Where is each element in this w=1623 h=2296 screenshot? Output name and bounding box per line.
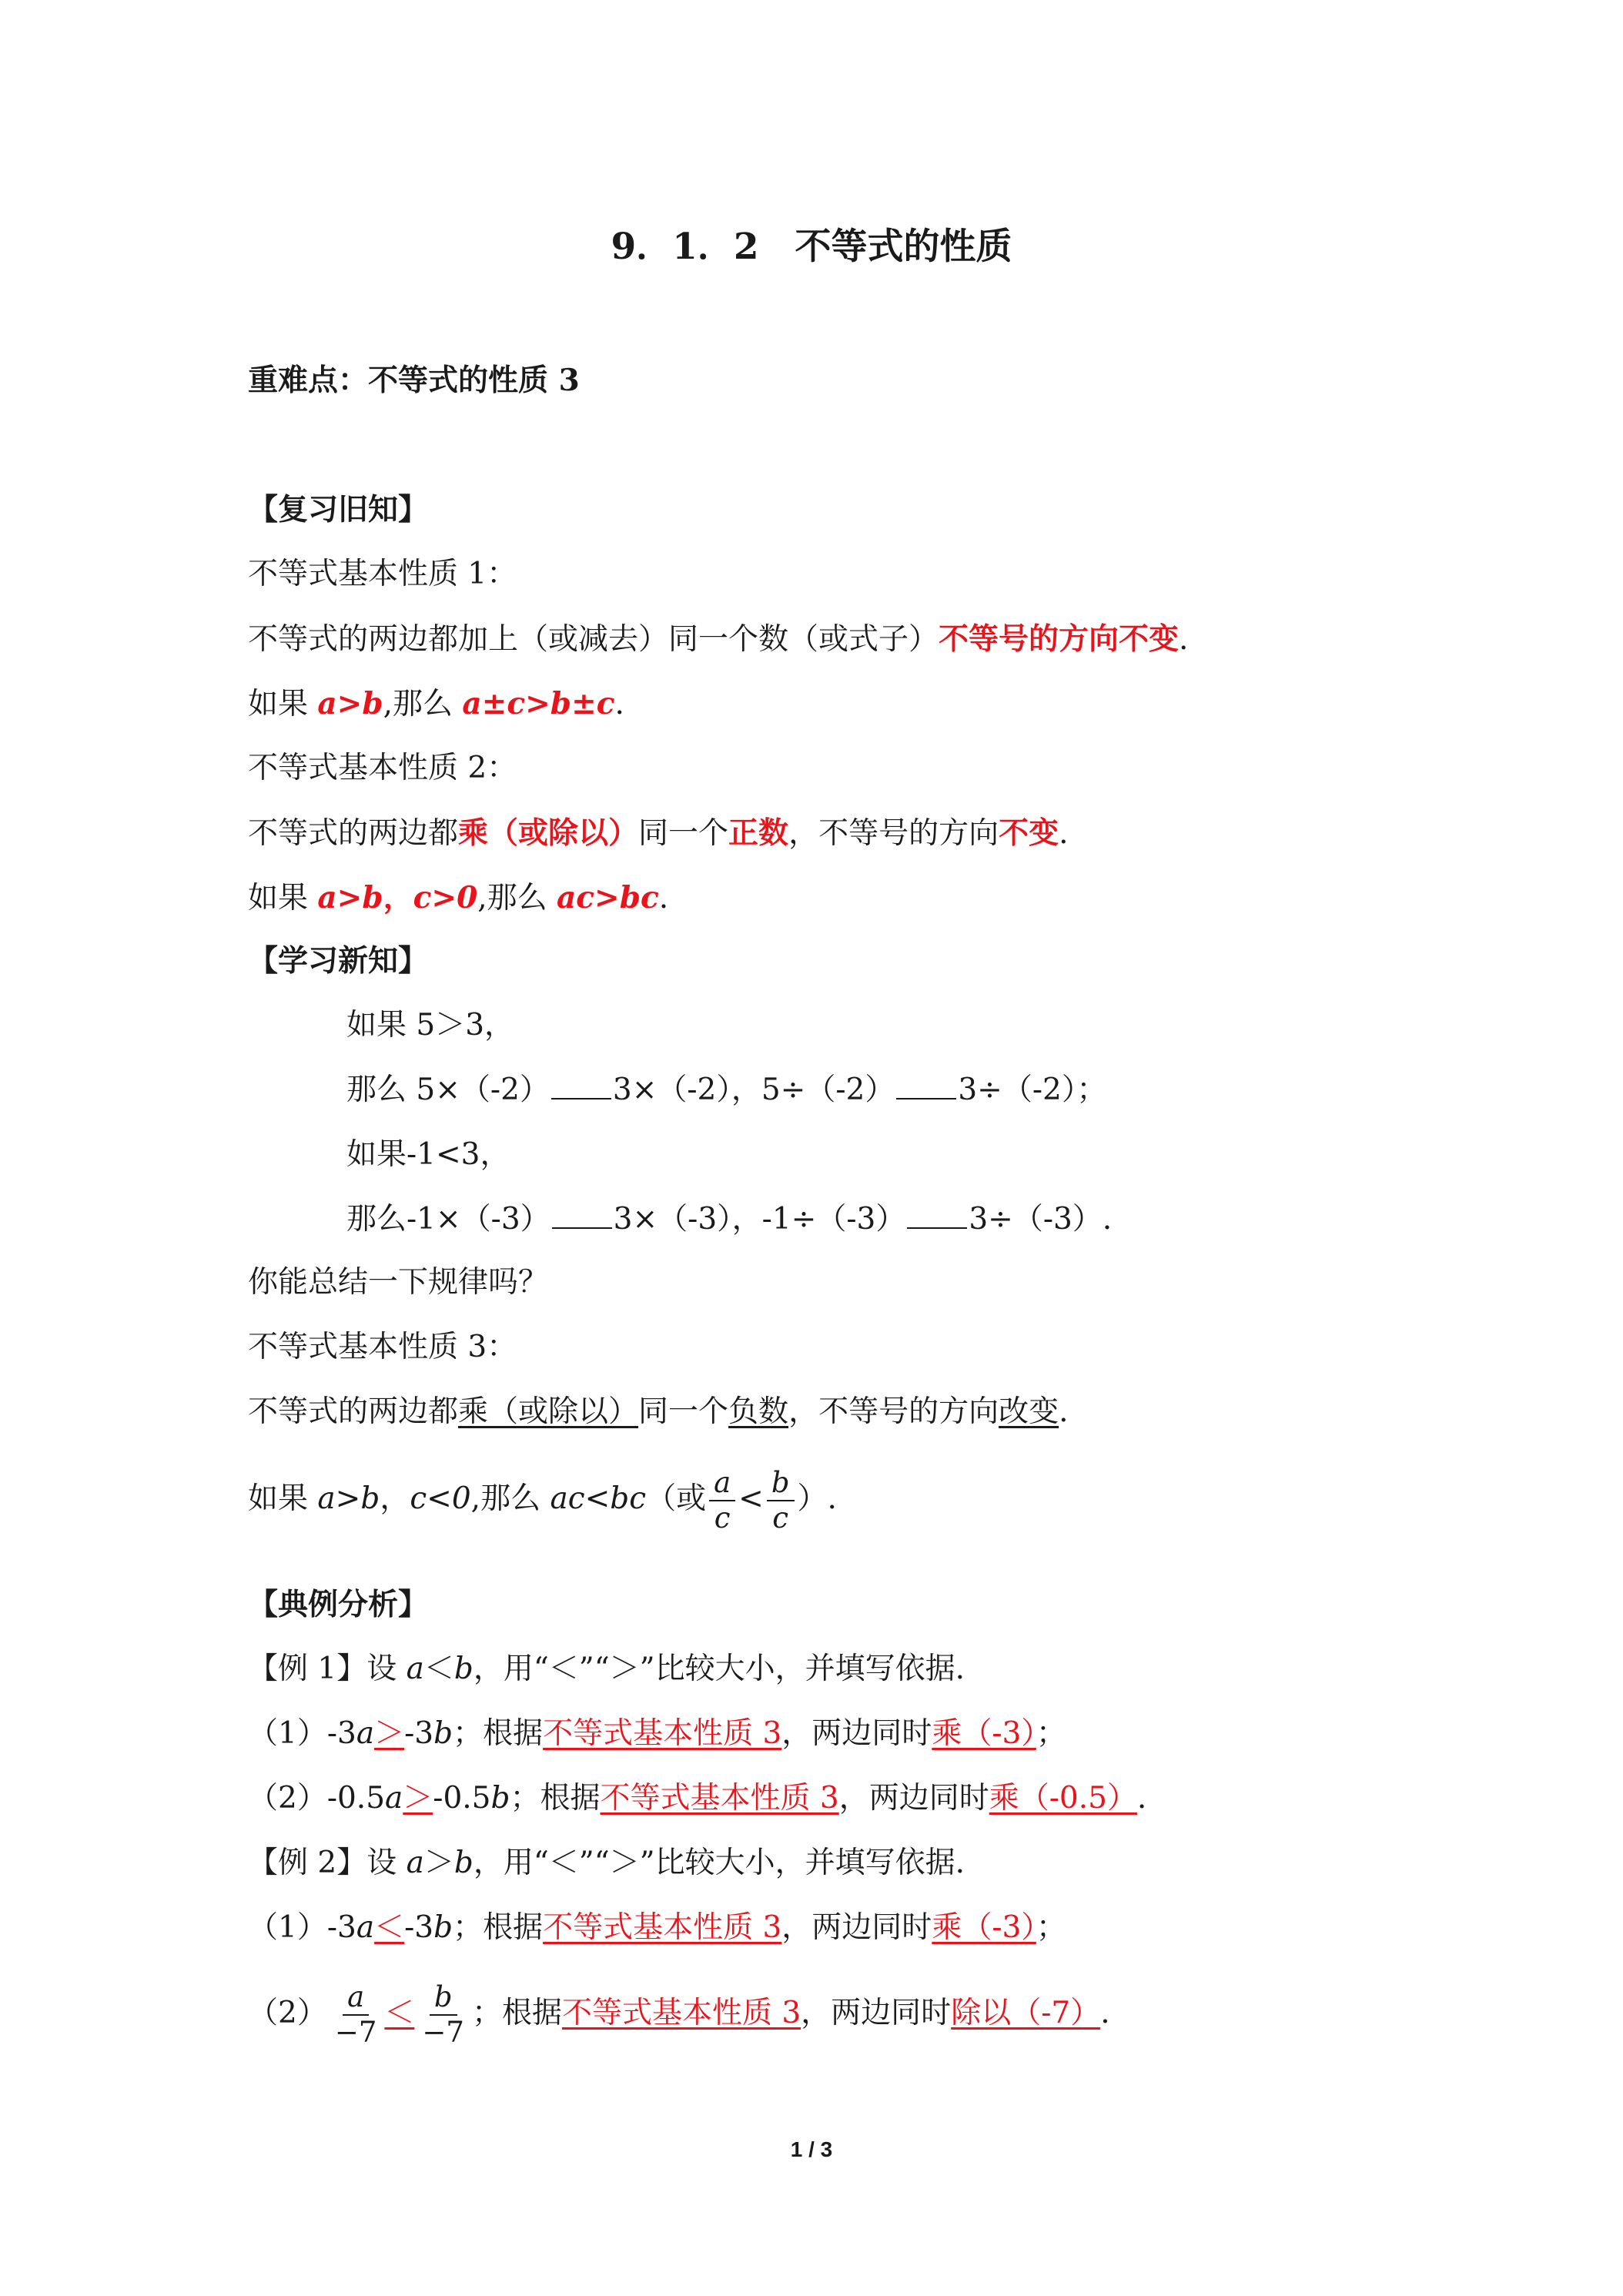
text: . — [614, 687, 624, 721]
text: （2） — [248, 1996, 327, 2030]
text: （2）-0.5 — [248, 1781, 386, 1816]
var: b — [490, 1781, 510, 1816]
answer: 不等式基本性质 3 — [543, 1910, 782, 1945]
text: 不等式的两边都 — [248, 816, 459, 851]
example-2-prompt — [248, 1843, 965, 1883]
text: （或 — [646, 1481, 707, 1516]
text: ＞ — [423, 1846, 454, 1880]
text: ； — [1036, 1910, 1066, 1945]
property-2-title: 不等式基本性质 2： — [248, 751, 517, 785]
fill-blank[interactable] — [552, 1200, 612, 1229]
text: ，两边同时 — [781, 1716, 932, 1751]
var: b — [433, 1716, 453, 1751]
text: ,那么 — [470, 1481, 550, 1516]
example-1-prompt — [248, 1649, 965, 1689]
text: 同一个 — [638, 816, 729, 851]
var: b — [433, 1910, 453, 1945]
fill-blank[interactable] — [907, 1200, 967, 1229]
text: . — [1100, 1996, 1110, 2030]
text: 3×（-2），5÷（-2） — [612, 1073, 895, 1107]
text: ， — [383, 880, 413, 915]
text: . — [658, 881, 669, 915]
exercise-line — [346, 1200, 1112, 1240]
text: ；根据 — [510, 1781, 601, 1816]
less-than: < — [738, 1481, 764, 1516]
highlight: 正数 — [728, 815, 789, 851]
answer: 除以（-7） — [951, 1996, 1101, 2030]
example-1-q1 — [248, 1714, 1066, 1754]
denominator: −7 — [334, 2016, 377, 2049]
text: 不等式的两边都 — [248, 1394, 459, 1429]
formula: a>b — [317, 686, 383, 721]
fraction — [330, 1982, 382, 2048]
var: b — [453, 1846, 474, 1880]
var: a — [356, 1716, 375, 1751]
answer: 不等式基本性质 3 — [561, 1996, 801, 2030]
answer: 不等式基本性质 3 — [600, 1781, 839, 1816]
formula: c<0 — [410, 1481, 471, 1516]
formula: a±c>b±c — [462, 686, 615, 721]
example-2-q1 — [248, 1908, 1066, 1948]
exercise-line: 如果 5＞3， — [346, 1008, 515, 1043]
property-3-text — [248, 1392, 1069, 1432]
answer: 乘（-3） — [932, 1716, 1036, 1751]
text: ，不等号的方向 — [788, 1394, 999, 1429]
fill-blank[interactable] — [896, 1070, 956, 1099]
answer: 乘（-3） — [932, 1910, 1036, 1945]
denominator: c — [772, 1501, 789, 1535]
text: 如果 — [248, 687, 318, 721]
text: ,那么 — [383, 687, 463, 721]
highlight: 乘（或除以） — [458, 815, 639, 851]
fraction — [709, 1468, 735, 1534]
highlight: 不变 — [999, 815, 1059, 851]
answer: 乘（-0.5） — [989, 1781, 1137, 1816]
text: 如果 — [248, 1481, 318, 1516]
numerator: a — [343, 1982, 369, 2016]
text: -0.5 — [433, 1781, 491, 1816]
text: ＜ — [423, 1652, 454, 1686]
page-title: 9．1．2 不等式的性质 — [611, 226, 1012, 268]
text: ,那么 — [477, 881, 557, 915]
text: 那么 5×（-2） — [346, 1073, 550, 1107]
section-heading-examples: 【典例分析】 — [248, 1587, 429, 1622]
formula: a>b — [317, 1481, 380, 1516]
property-3-title: 不等式基本性质 3： — [248, 1330, 517, 1364]
denominator: −7 — [422, 2016, 464, 2049]
property-2-example — [248, 878, 668, 919]
question: 你能总结一下规律吗？ — [248, 1265, 549, 1300]
denominator: c — [714, 1501, 731, 1535]
example-1-q2 — [248, 1779, 1146, 1819]
key-point: 重难点：不等式的性质 3 — [248, 363, 580, 398]
section-heading-new: 【学习新知】 — [248, 943, 429, 979]
example-2-q2 — [248, 1979, 1110, 2048]
text: 【例 2】设 — [248, 1846, 407, 1880]
text: ；根据 — [453, 1716, 544, 1751]
page-number: 1 / 3 — [790, 2137, 833, 2161]
property-2-text — [248, 813, 1069, 854]
text: ，两边同时 — [781, 1910, 932, 1945]
text: ，两边同时 — [801, 1996, 952, 2030]
var: a — [356, 1910, 375, 1945]
text: 【例 1】设 — [248, 1652, 407, 1686]
text: ；根据 — [453, 1910, 544, 1945]
formula: ac>bc — [557, 880, 659, 915]
underlined-answer: 乘（或除以） — [458, 1394, 639, 1429]
numerator: a — [709, 1468, 735, 1501]
exercise-line — [346, 1070, 1106, 1110]
text: 3÷（-3）. — [969, 1202, 1113, 1237]
answer: ＞ — [374, 1716, 405, 1751]
var: a — [385, 1781, 403, 1816]
text: ，用“＜”“＞”比较大小，并填写依据. — [473, 1652, 965, 1686]
text: ，用“＜”“＞”比较大小，并填写依据. — [473, 1846, 965, 1880]
answer: 不等式基本性质 3 — [543, 1716, 782, 1751]
text: 3×（-3），-1÷（-3） — [613, 1202, 906, 1237]
text: -3 — [404, 1910, 434, 1945]
var: b — [453, 1652, 474, 1686]
property-3-example — [248, 1464, 837, 1534]
fill-blank[interactable] — [551, 1070, 611, 1099]
highlight: 不等号的方向不变 — [939, 621, 1180, 657]
property-1-text — [248, 619, 1188, 660]
formula: c>0 — [413, 880, 478, 915]
property-1-example — [248, 684, 624, 725]
text: ）. — [797, 1481, 837, 1516]
text: （1）-3 — [248, 1716, 356, 1751]
text: ； — [1036, 1716, 1066, 1751]
answer: ＜ — [384, 1996, 415, 2030]
property-1-title: 不等式基本性质 1： — [248, 557, 517, 591]
text: -3 — [404, 1716, 434, 1751]
text: ， — [380, 1481, 410, 1516]
underlined-answer: 负数 — [728, 1394, 789, 1429]
answer: ＞ — [403, 1781, 433, 1816]
text: . — [1136, 1781, 1147, 1816]
var: a — [406, 1652, 424, 1686]
text: 同一个 — [638, 1394, 729, 1429]
fraction — [417, 1982, 469, 2048]
text: 3÷（-2）； — [958, 1073, 1107, 1107]
text: . — [1179, 622, 1189, 657]
underlined-answer: 改变 — [999, 1394, 1059, 1429]
formula: ac<bc — [550, 1481, 647, 1516]
text: 如果 — [248, 881, 318, 915]
text: ，两边同时 — [838, 1781, 989, 1816]
text: ，不等号的方向 — [788, 816, 999, 851]
exercise-line: 如果-1<3， — [346, 1137, 510, 1172]
numerator: b — [767, 1468, 795, 1501]
formula: a>b — [317, 880, 383, 915]
text: （1）-3 — [248, 1910, 356, 1945]
text: 不等式的两边都加上（或减去）同一个数（或式子） — [248, 622, 939, 657]
text: . — [1059, 816, 1069, 851]
text: 那么-1×（-3） — [346, 1202, 550, 1237]
section-heading-review: 【复习旧知】 — [248, 492, 429, 527]
numerator: b — [430, 1982, 457, 2016]
text: . — [1059, 1394, 1069, 1429]
answer: ＜ — [374, 1910, 405, 1945]
text: ；根据 — [471, 1996, 562, 2030]
fraction — [767, 1468, 795, 1534]
var: a — [406, 1846, 424, 1880]
